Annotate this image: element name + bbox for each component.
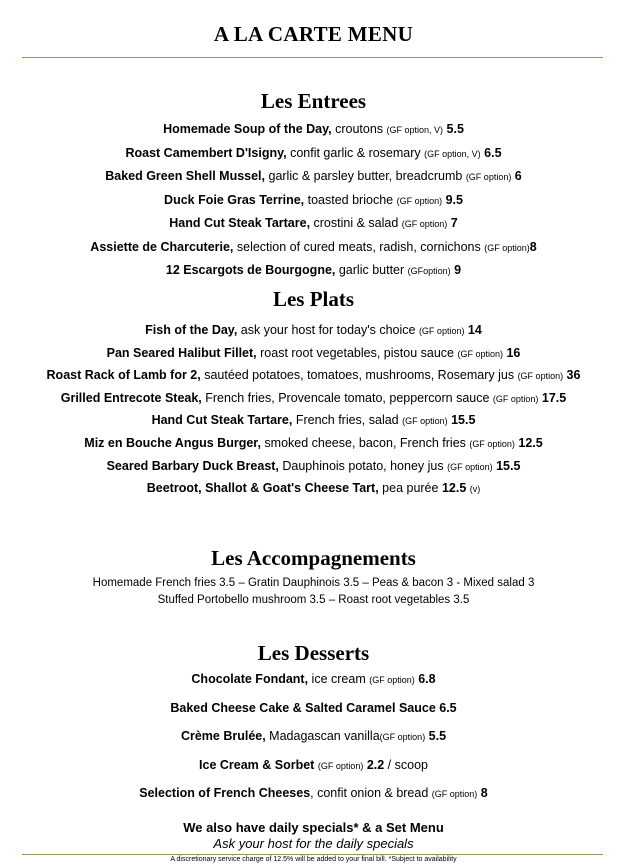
menu-item xyxy=(0,364,627,387)
specials-line: We also have daily specials* & a Set Menu xyxy=(183,820,444,835)
item-description: confit garlic & rosemary xyxy=(286,145,425,160)
item-description: crostini & salad xyxy=(310,216,402,230)
item-description: Madagascan vanilla xyxy=(265,729,380,744)
desserts-list xyxy=(0,665,627,808)
item-dietary-option: (GF option) xyxy=(517,371,564,382)
item-name: Ice Cream & Sorbet xyxy=(199,757,315,772)
menu-item xyxy=(0,319,627,342)
item-description: garlic & parsley butter, breadcrumb xyxy=(265,169,466,183)
item-name: Hand Cut Steak Tartare, xyxy=(151,413,293,428)
item-description: sautéed potatoes, tomatoes, mushrooms, Rosemary jus xyxy=(200,368,518,383)
host-line: Ask your host for the daily specials xyxy=(213,836,414,851)
item-name: Beetroot, Shallot & Goat's Cheese Tart, xyxy=(146,481,379,496)
item-name: Selection of French Cheeses xyxy=(139,786,311,801)
item-dietary-option: (GF option, V) xyxy=(386,125,444,135)
menu-item xyxy=(0,387,627,410)
item-dietary-option: (GF option) xyxy=(317,760,364,771)
menu-item xyxy=(0,259,627,283)
plats-list xyxy=(0,319,627,500)
item-dietary-option: (GF option) xyxy=(418,326,465,336)
item-name: Roast Camembert D'Isigny, xyxy=(125,145,287,160)
menu-item xyxy=(0,477,627,500)
accompagnements-text xyxy=(0,575,627,609)
item-price: 9.5 xyxy=(442,192,463,207)
menu-item xyxy=(0,722,627,751)
item-description: French fries, Provencale tomato, peppercorn sauce xyxy=(201,390,493,405)
item-name: Crème Brulée, xyxy=(180,729,266,744)
item-dietary-option: (GF option) xyxy=(447,461,493,472)
item-description: selection of cured meats, radish, cornichons xyxy=(233,239,485,254)
menu-item xyxy=(0,665,627,694)
entrees-list xyxy=(0,118,627,283)
menu-item xyxy=(0,694,627,723)
item-description: Dauphinois potato, honey jus xyxy=(278,458,448,473)
accompagnements-line-2: Stuffed Portobello mushroom 3.5 – Roast root vegetables 3.5 xyxy=(157,594,470,606)
item-price: 15.5 xyxy=(492,458,521,473)
item-price: 5.5 xyxy=(425,729,447,744)
item-description: ice cream xyxy=(308,672,370,686)
item-name: Duck Foie Gras Terrine, xyxy=(164,192,305,207)
menu-item xyxy=(0,212,627,236)
item-dietary-option: (GFoption) xyxy=(407,266,451,276)
top-divider xyxy=(22,57,603,58)
item-dietary-option: (GF option) xyxy=(465,172,512,182)
item-price: 6.5 xyxy=(480,145,502,160)
item-name: Chocolate Fondant, xyxy=(191,672,309,686)
item-description: ask your host for today's choice xyxy=(237,323,419,337)
item-description: croutons xyxy=(331,122,387,136)
item-name: Roast Rack of Lamb for 2, xyxy=(46,368,201,383)
item-description: garlic butter xyxy=(335,263,408,277)
item-price: 36 xyxy=(563,368,581,383)
item-name: Hand Cut Steak Tartare, xyxy=(169,216,311,230)
item-price: 8 xyxy=(529,239,537,254)
item-description: smoked cheese, bacon, French fries xyxy=(260,435,470,450)
item-dietary-option: (GF option) xyxy=(484,242,530,253)
item-price-unit: / scoop xyxy=(384,757,428,772)
item-name: Homemade Soup of the Day, xyxy=(163,122,332,136)
menu-title: A LA CARTE MENU xyxy=(213,22,414,46)
item-price: 6.5 xyxy=(435,700,457,715)
item-price: 15.5 xyxy=(447,413,476,428)
item-dietary-option: (GF option) xyxy=(369,675,415,685)
item-description: toasted brioche xyxy=(304,192,397,207)
plats-heading: Les Plats xyxy=(272,287,355,311)
menu-item xyxy=(0,409,627,432)
item-price: 7 xyxy=(447,216,458,230)
item-price: 17.5 xyxy=(538,390,567,405)
item-price: 12.5 xyxy=(514,435,543,450)
menu-item xyxy=(0,751,627,780)
item-dietary-option: (GF option) xyxy=(379,732,426,743)
accompagnements-heading: Les Accompagnements xyxy=(211,546,416,570)
menu-item xyxy=(0,432,627,455)
item-name: Assiette de Charcuterie, xyxy=(90,239,234,254)
item-price: 6 xyxy=(511,169,522,183)
item-price: 2.2 xyxy=(363,757,385,772)
item-price: 8 xyxy=(477,786,488,801)
item-name: Baked Green Shell Mussel, xyxy=(105,169,266,183)
item-name: Fish of the Day, xyxy=(145,323,238,337)
entrees-heading: Les Entrees xyxy=(260,89,367,113)
item-dietary-option: (GF option) xyxy=(401,219,448,229)
item-name: Baked Cheese Cake & Salted Caramel Sauce xyxy=(170,700,436,715)
item-dietary-option: (GF option) xyxy=(396,195,443,206)
item-description: roast root vegetables, pistou sauce xyxy=(256,345,458,360)
item-price: 5.5 xyxy=(443,122,464,136)
item-price: 9 xyxy=(450,263,462,277)
item-price: 16 xyxy=(502,345,521,360)
item-description: French fries, salad xyxy=(292,413,403,428)
menu-item xyxy=(0,236,627,260)
menu-item xyxy=(0,342,627,365)
desserts-heading: Les Desserts xyxy=(257,641,370,665)
item-name: Miz en Bouche Angus Burger, xyxy=(84,435,261,450)
menu-item xyxy=(0,142,627,166)
item-description: pea purée xyxy=(378,481,442,496)
item-dietary-option: (v) xyxy=(469,484,481,495)
item-dietary-option: (GF option) xyxy=(457,348,503,359)
menu-item xyxy=(0,779,627,808)
item-description: , confit onion & bread xyxy=(310,786,432,801)
item-dietary-option: (GF option, V) xyxy=(424,148,481,159)
menu-item xyxy=(0,165,627,189)
item-dietary-option: (GF option) xyxy=(431,789,478,800)
item-name: Seared Barbary Duck Breast, xyxy=(106,458,279,473)
item-name: Pan Seared Halibut Fillet, xyxy=(106,345,257,360)
menu-item xyxy=(0,189,627,213)
menu-item xyxy=(0,118,627,142)
accompagnements-line-1: Homemade French fries 3.5 – Gratin Dauphinois 3.5 – Peas & bacon 3 - Mixed salad 3 xyxy=(92,577,535,589)
item-price: 6.8 xyxy=(414,672,436,686)
item-price: 14 xyxy=(464,323,482,337)
menu-item xyxy=(0,455,627,478)
item-name: 12 Escargots de Bourgogne, xyxy=(165,263,336,277)
item-dietary-option: (GF option) xyxy=(492,393,539,404)
item-dietary-option: (GF option) xyxy=(402,416,448,427)
item-name: Grilled Entrecote Steak, xyxy=(60,390,202,405)
item-price: 12.5 xyxy=(441,481,470,496)
bottom-divider xyxy=(22,854,603,855)
item-dietary-option: (GF option) xyxy=(469,438,515,449)
service-charge-note: A discretionary service charge of 12.5% will be added to your final bill. *Subject to availability xyxy=(170,856,457,863)
